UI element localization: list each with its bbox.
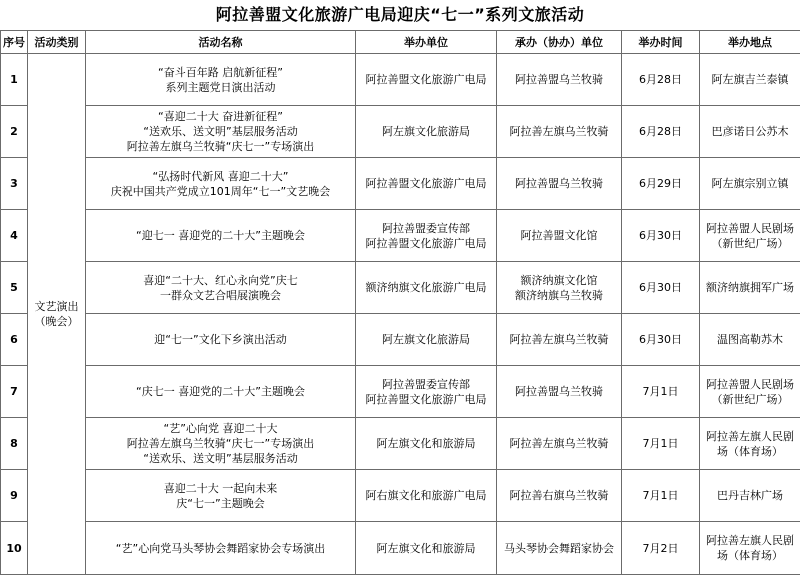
- activity-name-line: “奋斗百年路 启航新征程”: [88, 65, 353, 80]
- activity-name-line: 阿拉善左旗乌兰牧骑“庆七一”专场演出: [88, 436, 353, 451]
- venue-line: （新世纪广场）: [702, 236, 798, 251]
- organizer-cell: [356, 262, 497, 314]
- organizer-line: 阿拉善盟委宣传部: [358, 221, 494, 236]
- contractor-cell: [497, 106, 622, 158]
- date-cell: 6月30日: [622, 262, 700, 314]
- organizer-cell: [356, 158, 497, 210]
- organizer-line: 阿左旗文化旅游局: [358, 332, 494, 347]
- contractor-line: 马头琴协会舞蹈家协会: [499, 541, 619, 556]
- date-cell: 6月29日: [622, 158, 700, 210]
- venue-line: 阿左旗吉兰泰镇: [702, 72, 798, 87]
- contractor-line: 额济纳旗乌兰牧骑: [499, 288, 619, 303]
- venue-cell: [700, 470, 800, 522]
- organizer-line: 阿右旗文化和旅游广电局: [358, 488, 494, 503]
- header-contractor: 承办（协办）单位: [497, 31, 622, 54]
- activity-name-line: 喜迎二十大 一起向未来: [88, 481, 353, 496]
- contractor-line: 额济纳旗文化馆: [499, 273, 619, 288]
- date-cell: 7月2日: [622, 522, 700, 575]
- table-row: [1, 54, 800, 106]
- contractor-cell: [497, 470, 622, 522]
- activity-name-line: “迎七一 喜迎党的二十大”主题晚会: [88, 228, 353, 243]
- contractor-cell: [497, 262, 622, 314]
- activity-name-line: 喜迎“二十大、红心永向党”庆七: [88, 273, 353, 288]
- header-category: 活动类别: [28, 31, 86, 54]
- organizer-cell: [356, 314, 497, 366]
- activity-name-cell: [86, 106, 356, 158]
- organizer-line: 阿拉善盟委宣传部: [358, 377, 494, 392]
- contractor-cell: [497, 54, 622, 106]
- organizer-line: 阿拉善盟文化旅游广电局: [358, 176, 494, 191]
- activity-name-cell: [86, 418, 356, 470]
- activity-name-line: 庆“七一”主题晚会: [88, 496, 353, 511]
- table-row: [1, 158, 800, 210]
- page-title: 阿拉善盟文化旅游广电局迎庆“七一”系列文旅活动: [0, 0, 800, 30]
- table-row: [1, 262, 800, 314]
- organizer-line: 额济纳旗文化旅游广电局: [358, 280, 494, 295]
- contractor-cell: [497, 418, 622, 470]
- venue-cell: [700, 262, 800, 314]
- table-row: [1, 210, 800, 262]
- venue-cell: [700, 522, 800, 575]
- activity-name-line: “喜迎二十大 奋进新征程”: [88, 109, 353, 124]
- activity-name-line: “艺”心向党马头琴协会舞蹈家协会专场演出: [88, 541, 353, 556]
- activity-name-line: 庆祝中国共产党成立101周年“七一”文艺晚会: [88, 184, 353, 199]
- activity-name-cell: [86, 470, 356, 522]
- activity-name-line: “弘扬时代新风 喜迎二十大”: [88, 169, 353, 184]
- activity-name-line: “艺”心向党 喜迎二十大: [88, 421, 353, 436]
- contractor-line: 阿拉善盟文化馆: [499, 228, 619, 243]
- seq-cell: 7: [1, 366, 28, 418]
- header-activity-name: 活动名称: [86, 31, 356, 54]
- contractor-line: 阿拉善左旗乌兰牧骑: [499, 332, 619, 347]
- organizer-cell: [356, 522, 497, 575]
- seq-cell: 6: [1, 314, 28, 366]
- seq-cell: 8: [1, 418, 28, 470]
- seq-cell: 10: [1, 522, 28, 575]
- activity-name-cell: [86, 314, 356, 366]
- activity-name-line: “送欢乐、送文明”基层服务活动: [88, 124, 353, 139]
- venue-line: 阿拉善盟人民剧场: [702, 377, 798, 392]
- venue-line: 巴彦诺日公苏木: [702, 124, 798, 139]
- contractor-cell: [497, 314, 622, 366]
- organizer-line: 阿左旗文化旅游局: [358, 124, 494, 139]
- contractor-line: 阿拉善盟乌兰牧骑: [499, 176, 619, 191]
- venue-cell: [700, 418, 800, 470]
- header-venue: 举办地点: [700, 31, 800, 54]
- date-cell: 7月1日: [622, 470, 700, 522]
- venue-line: 阿拉善盟人民剧场: [702, 221, 798, 236]
- organizer-line: 阿拉善盟文化旅游广电局: [358, 72, 494, 87]
- header-seq: 序号: [1, 31, 28, 54]
- activity-name-cell: [86, 158, 356, 210]
- table-row: [1, 106, 800, 158]
- activity-name-cell: [86, 54, 356, 106]
- organizer-cell: [356, 106, 497, 158]
- contractor-line: 阿拉善盟乌兰牧骑: [499, 72, 619, 87]
- organizer-cell: [356, 366, 497, 418]
- activity-name-line: 系列主题党日演出活动: [88, 80, 353, 95]
- venue-line: 额济纳旗拥军广场: [702, 280, 798, 295]
- category-cell: [28, 54, 86, 575]
- date-cell: 6月28日: [622, 54, 700, 106]
- activity-name-line: 一群众文艺合唱展演晚会: [88, 288, 353, 303]
- contractor-line: 阿拉善左旗乌兰牧骑: [499, 124, 619, 139]
- organizer-line: 阿拉善盟文化旅游广电局: [358, 392, 494, 407]
- activity-table: [0, 30, 800, 575]
- header-date: 举办时间: [622, 31, 700, 54]
- seq-cell: 3: [1, 158, 28, 210]
- venue-line: 阿左旗宗别立镇: [702, 176, 798, 191]
- date-cell: 7月1日: [622, 418, 700, 470]
- date-cell: 6月28日: [622, 106, 700, 158]
- venue-line: 场（体育场）: [702, 548, 798, 563]
- table-row: [1, 366, 800, 418]
- venue-line: （新世纪广场）: [702, 392, 798, 407]
- table-body: [1, 54, 800, 575]
- venue-cell: [700, 210, 800, 262]
- venue-cell: [700, 366, 800, 418]
- category-line: 文艺演出: [30, 299, 83, 314]
- contractor-cell: [497, 210, 622, 262]
- organizer-line: 阿左旗文化和旅游局: [358, 436, 494, 451]
- table-row: [1, 470, 800, 522]
- venue-line: 巴丹吉林广场: [702, 488, 798, 503]
- seq-cell: 2: [1, 106, 28, 158]
- organizer-cell: [356, 418, 497, 470]
- seq-cell: 1: [1, 54, 28, 106]
- activity-name-line: 迎“七一”文化下乡演出活动: [88, 332, 353, 347]
- organizer-cell: [356, 54, 497, 106]
- contractor-cell: [497, 158, 622, 210]
- contractor-cell: [497, 366, 622, 418]
- contractor-line: 阿拉善盟乌兰牧骑: [499, 384, 619, 399]
- venue-line: 阿拉善左旗人民剧: [702, 533, 798, 548]
- venue-cell: [700, 106, 800, 158]
- venue-line: 场（体育场）: [702, 444, 798, 459]
- date-cell: 6月30日: [622, 210, 700, 262]
- activity-name-line: “庆七一 喜迎党的二十大”主题晚会: [88, 384, 353, 399]
- header-organizer: 举办单位: [356, 31, 497, 54]
- table-row: [1, 314, 800, 366]
- table-header-row: [1, 31, 800, 54]
- activity-name-cell: [86, 522, 356, 575]
- seq-cell: 5: [1, 262, 28, 314]
- venue-cell: [700, 314, 800, 366]
- activity-name-cell: [86, 210, 356, 262]
- contractor-line: 阿拉善左旗乌兰牧骑: [499, 436, 619, 451]
- activity-name-line: “送欢乐、送文明”基层服务活动: [88, 451, 353, 466]
- organizer-line: 阿左旗文化和旅游局: [358, 541, 494, 556]
- seq-cell: 9: [1, 470, 28, 522]
- venue-cell: [700, 158, 800, 210]
- venue-line: 温图高勒苏木: [702, 332, 798, 347]
- date-cell: 6月30日: [622, 314, 700, 366]
- contractor-cell: [497, 522, 622, 575]
- activity-name-cell: [86, 366, 356, 418]
- venue-cell: [700, 54, 800, 106]
- activity-name-cell: [86, 262, 356, 314]
- organizer-line: 阿拉善盟文化旅游广电局: [358, 236, 494, 251]
- organizer-cell: [356, 210, 497, 262]
- date-cell: 7月1日: [622, 366, 700, 418]
- table-row: [1, 522, 800, 575]
- table-row: [1, 418, 800, 470]
- activity-name-line: 阿拉善左旗乌兰牧骑“庆七一”专场演出: [88, 139, 353, 154]
- category-line: （晚会）: [30, 314, 83, 329]
- contractor-line: 阿拉善右旗乌兰牧骑: [499, 488, 619, 503]
- venue-line: 阿拉善左旗人民剧: [702, 429, 798, 444]
- seq-cell: 4: [1, 210, 28, 262]
- organizer-cell: [356, 470, 497, 522]
